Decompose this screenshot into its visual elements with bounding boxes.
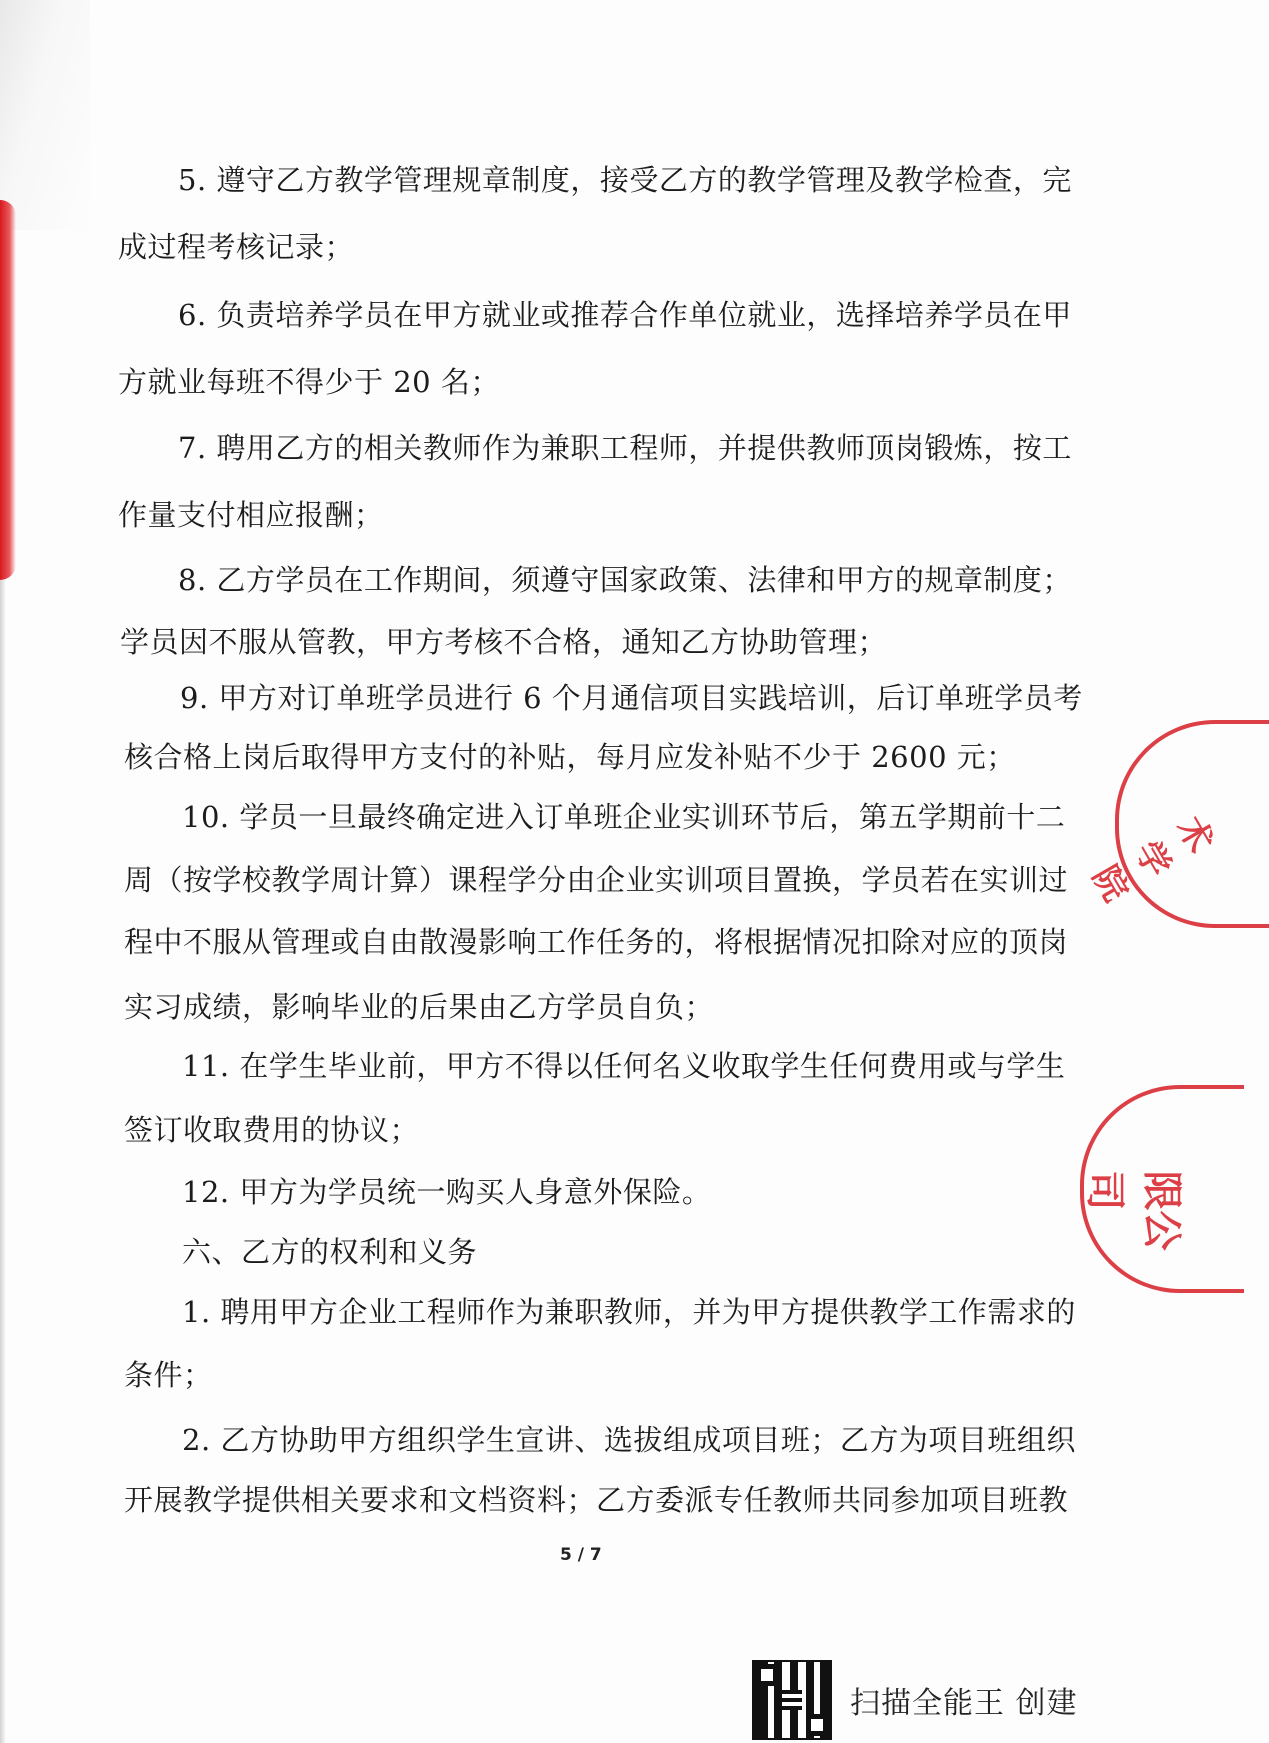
seal-text-company: 限公司 [1081, 1170, 1186, 1251]
text-line: 2. 乙方协助甲方组织学生宣讲、选拔组成项目班；乙方为项目班组织 [182, 1423, 1076, 1457]
text-line: 5. 遵守乙方教学管理规章制度，接受乙方的教学管理及教学检查，完 [178, 163, 1072, 197]
text-line: 8. 乙方学员在工作期间，须遵守国家政策、法律和甲方的规章制度； [178, 563, 1072, 597]
text-line: 开展教学提供相关要求和文档资料；乙方委派专任教师共同参加项目班教 [124, 1483, 1069, 1517]
text-line: 成过程考核记录； [118, 230, 355, 264]
text-line: 12. 甲方为学员统一购买人身意外保险。 [182, 1175, 712, 1209]
text-line: 程中不服从管理或自由散漫影响工作任务的，将根据情况扣除对应的顶岗 [124, 925, 1069, 959]
watermark-text: 扫描全能王 创建 [850, 1686, 1078, 1721]
text-line: 9. 甲方对订单班学员进行 6 个月通信项目实践培训，后订单班学员考 [180, 681, 1083, 715]
text-line: 条件； [124, 1358, 213, 1392]
text-line: 11. 在学生毕业前，甲方不得以任何名义收取学生任何费用或与学生 [182, 1049, 1066, 1083]
text-line: 学员因不服从管教，甲方考核不合格，通知乙方协助管理； [120, 625, 888, 659]
text-line: 周（按学校教学周计算）课程学分由企业实训项目置换，学员若在实训过 [124, 863, 1069, 897]
text-line: 核合格上岗后取得甲方支付的补贴，每月应发补贴不少于 2600 元； [124, 740, 1016, 774]
qr-code-icon [752, 1660, 832, 1740]
text-line: 作量支付相应报酬； [118, 498, 384, 532]
text-line: 7. 聘用乙方的相关教师作为兼职工程师，并提供教师顶岗锻炼，按工 [178, 431, 1072, 465]
section-heading: 六、乙方的权利和义务 [182, 1235, 478, 1269]
scan-page-fold [0, 0, 90, 230]
text-line: 1. 聘用甲方企业工程师作为兼职教师，并为甲方提供教学工作需求的 [182, 1295, 1076, 1329]
seal-text-school: 术学院 [1084, 809, 1221, 909]
page-number: 5 / 7 [560, 1545, 602, 1565]
scan-red-edge [0, 200, 16, 580]
text-line: 方就业每班不得少于 20 名； [118, 365, 500, 399]
text-line: 实习成绩，影响毕业的后果由乙方学员自负； [124, 990, 715, 1024]
text-line: 签订收取费用的协议； [124, 1113, 420, 1147]
text-line: 6. 负责培养学员在甲方就业或推荐合作单位就业，选择培养学员在甲 [178, 298, 1072, 332]
scanner-watermark [752, 1660, 1078, 1740]
text-line: 10. 学员一旦最终确定进入订单班企业实训环节后，第五学期前十二 [182, 800, 1066, 834]
